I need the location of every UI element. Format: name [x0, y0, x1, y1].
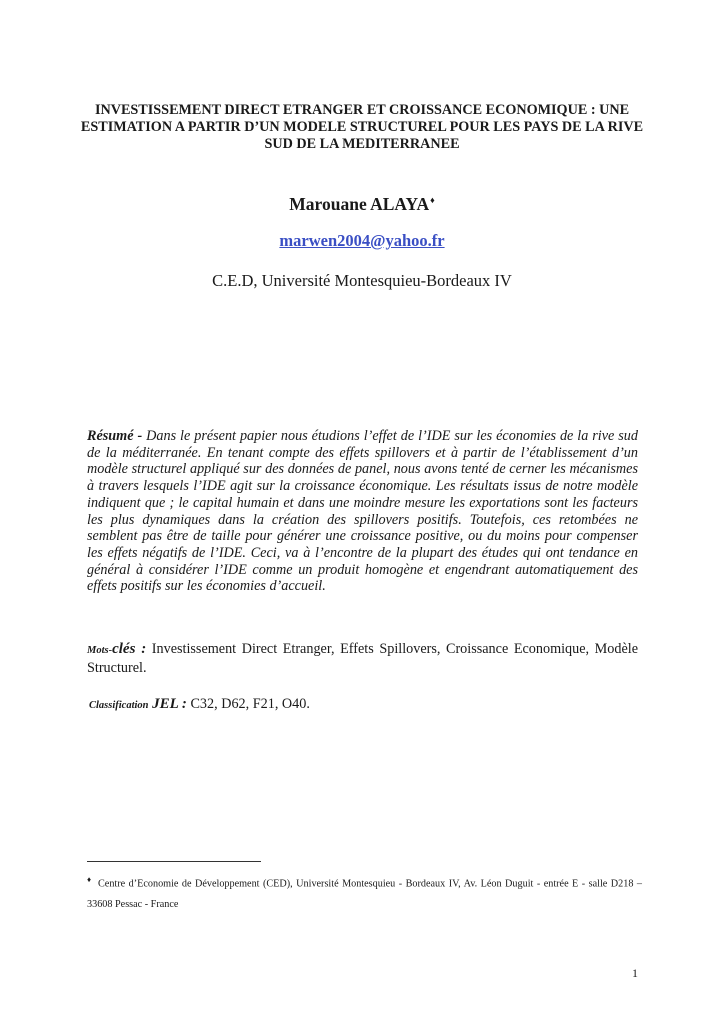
jel-label: JEL :	[152, 696, 187, 712]
author-affiliation: C.E.D, Université Montesquieu-Bordeaux IV	[212, 271, 512, 290]
keywords	[87, 641, 638, 676]
paper-title: INVESTISSEMENT DIRECT ETRANGER ET CROISSANCE ECONOMIQUE : UNE ESTIMATION A PARTIR D’UN MODELE STRUCTUREL POUR LES PAYS DE LA RIVE SUD DE LA MEDITERRANEE	[80, 102, 644, 152]
abstract-text: Dans le présent papier nous étudions l’effet de l’IDE sur les économies de la rive sud de la méditerranée. En tenant compte des effets spillovers et à partir de l’établissement d’un modèle structurel appliqué sur des données de panel, nous avons tenté de cerner les mécanismes à travers lesquels l’IDE agit sur la croissance économique. Les résultats issus de notre modèle indiquent que ; le capital humain et dans une moindre mesure les exportations sont les facteurs les plus dynamiques dans la création des spillovers positifs. Toutefois, ces retombées ne semblent pas être de taille pour générer une croissance positive, ou du moins pour compenser les effets négatifs de l’IDE. Ceci, va à l’encontre de la plupart des études qui ont tendance en général à considérer l’IDE comme un produit homogène et engendrant automatiquement des effets positifs sur les économies d’accueil.	[87, 428, 638, 595]
jel-label-prefix: Classification	[89, 700, 149, 711]
page-number: 1	[632, 966, 638, 980]
keywords-label: clés :	[112, 641, 147, 657]
keywords-text: Investissement Direct Etranger, Effets Spillovers, Croissance Economique, Modèle Structurel.	[87, 641, 639, 676]
author-name: Marouane ALAYA	[289, 193, 430, 214]
author-email-link[interactable]: marwen2004@yahoo.fr	[279, 231, 445, 250]
author-footnote-mark: ♦	[430, 195, 435, 205]
author-line	[0, 190, 724, 214]
keywords-label-prefix: Mots-	[87, 645, 113, 656]
jel-codes: C32, D62, F21, O40.	[190, 696, 310, 712]
abstract-label: Résumé -	[87, 428, 143, 444]
footnote-text: Centre d’Economie de Développement (CED), Université Montesquieu - Bordeaux IV, Av. Léon Duguit - entrée E - salle D218 – 33608 Pessac - France	[87, 878, 642, 911]
footnote-divider	[87, 861, 261, 862]
author-email-line	[0, 231, 724, 251]
jel-classification	[89, 696, 640, 714]
footnote	[87, 869, 642, 915]
abstract	[87, 428, 638, 595]
footnote-mark: ♦	[87, 875, 93, 884]
